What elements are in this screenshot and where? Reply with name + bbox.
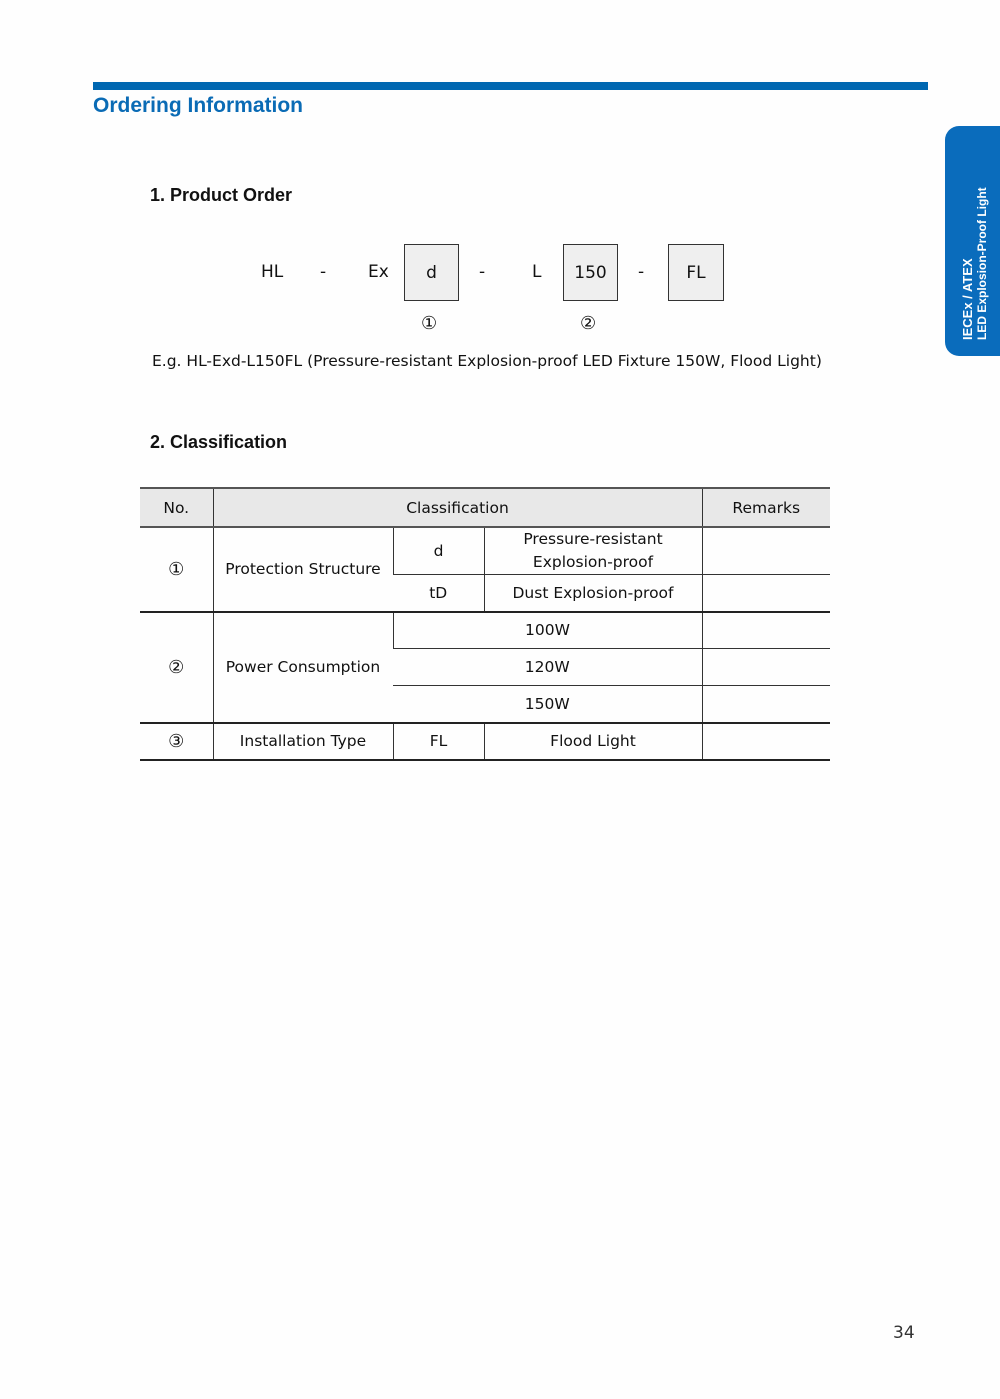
code-dash: - [320,262,327,282]
remarks-cell [702,723,830,760]
code-dash: - [479,262,486,282]
remarks-cell [702,686,830,723]
row-number: ② [140,612,213,723]
description-cell: Pressure-resistant Explosion-proof [484,527,702,575]
row-category: Power Consumption [213,612,393,723]
marker-2: ② [580,313,597,334]
classification-heading: 2. Classification [150,432,288,452]
page-number: 34 [893,1323,915,1343]
code-box-power: 150 [563,244,618,301]
code-box-installation: FL [668,244,724,301]
value-cell: 100W [393,612,702,649]
column-header-remarks: Remarks [702,488,830,527]
code-cell: tD [393,575,484,612]
column-header-no: No. [140,488,213,527]
remarks-cell [702,612,830,649]
code-dash: - [638,262,645,282]
remarks-cell [702,527,830,575]
table-header-row [140,488,830,527]
side-tab-label [960,187,989,340]
row-category: Installation Type [213,723,393,760]
value-cell: 150W [393,686,702,723]
example-text: E.g. HL-Exd-L150FL (Pressure-resistant Explosion-proof LED Fixture 150W, Flood Light) [152,352,822,370]
code-hl: HL [261,262,284,282]
value-cell: 120W [393,649,702,686]
code-l: L [532,262,542,282]
code-box-protection: d [404,244,459,301]
page-title: Ordering Information [93,94,303,117]
marker-1: ① [421,313,438,334]
description-cell: Dust Explosion-proof [484,575,702,612]
product-order-heading: 1. Product Order [150,185,293,205]
side-tab-line2: LED Explosion-Proof Light [975,187,989,340]
row-number: ① [140,527,213,612]
remarks-cell [702,649,830,686]
side-tab-line1: IECEx / ATEX [960,258,975,340]
code-cell: d [393,527,484,575]
top-rule [93,82,928,90]
remarks-cell [702,575,830,612]
description-cell: Flood Light [484,723,702,760]
code-ex: Ex [368,262,389,282]
classification-table [140,487,830,761]
code-cell: FL [393,723,484,760]
table-row [140,527,830,575]
column-header-classification: Classification [213,488,702,527]
row-number: ③ [140,723,213,760]
row-category: Protection Structure [213,527,393,612]
table-row [140,612,830,649]
table-row [140,723,830,760]
